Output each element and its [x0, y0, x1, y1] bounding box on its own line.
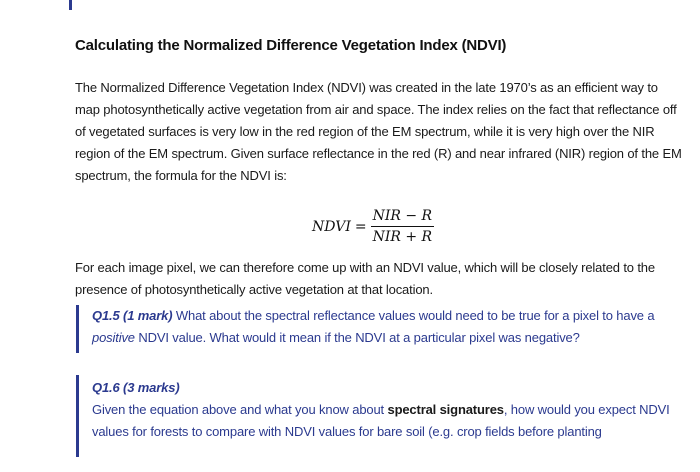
followup-paragraph: For each image pixel, we can therefore come up with an NDVI value, which will be closely related to the presence of photosynthetically active vegetation at that location. [75, 260, 655, 297]
question-emphasis: positive [92, 330, 135, 345]
question-text-before: Given the equation above and what you know about [92, 402, 388, 417]
question-emphasis: spectral signatures [387, 402, 504, 417]
question-q1-6 [76, 375, 692, 457]
question-id-label: Q1.5 (1 mark) [92, 308, 173, 323]
question-text-before: What about the spectral reflectance values would need to be true for a pixel to have a [172, 308, 655, 323]
top-accent-bar [69, 0, 72, 10]
section-heading: Calculating the Normalized Difference Vegetation Index (NDVI) [75, 37, 507, 54]
formula-fraction [371, 208, 435, 245]
question-q1-5 [76, 305, 692, 353]
question-id-label: Q1.6 (3 marks) [92, 380, 180, 395]
question-text-after: , how would you expect NDVI values for forests to compare with NDVI values for bare soil (e.g. crop fields before planting [92, 402, 670, 439]
formula-lhs: NDVI [312, 218, 351, 235]
intro-paragraph: The Normalized Difference Vegetation Index (NDVI) was created in the late 1970’s as an efficient way to map photosynthetically active vegetation from air and space. The index relies on the fact that reflectance off of vegetated surfaces is very low in the red region of the EM spectrum, while it is very high over the NIR region of the EM spectrum. Given surface reflectance in the red (R) and near infrared (NIR) region of the EM spectrum, the formula for the NDVI is: [75, 80, 682, 183]
formula-denominator: NIR + R [372, 229, 433, 245]
formula-equals: = [354, 218, 367, 235]
formula-numerator: NIR − R [371, 208, 435, 227]
question-text-after: NDVI value. What would it mean if the NDVI at a particular pixel was negative? [134, 330, 580, 345]
ndvi-formula [312, 208, 434, 245]
